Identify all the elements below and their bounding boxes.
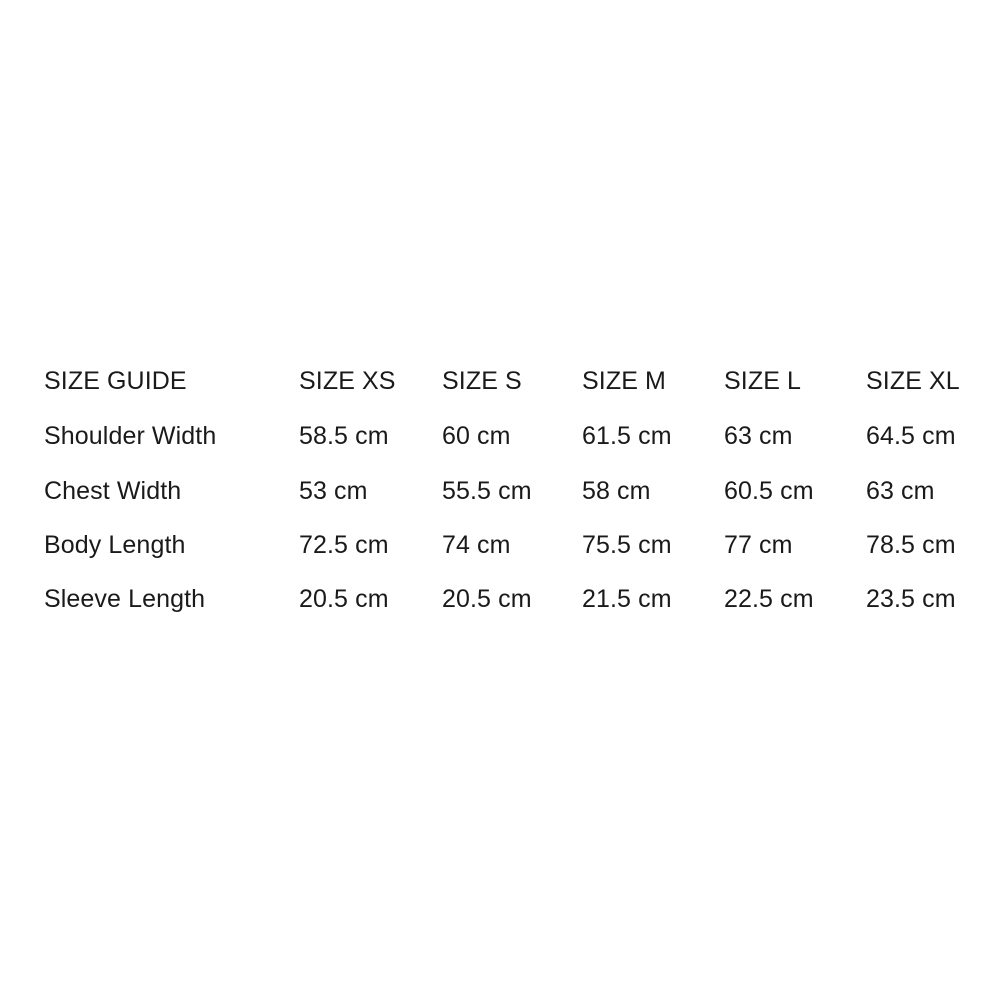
cell-sleeve-length-xs: 20.5 cm [299, 585, 389, 613]
table-row [44, 478, 974, 532]
size-guide-table-container [44, 368, 974, 612]
cell-shoulder-width-xl: 64.5 cm [866, 422, 956, 451]
table-row [44, 423, 974, 477]
column-header-size-l: SIZE L [724, 367, 802, 395]
cell-shoulder-width-xs: 58.5 cm [299, 422, 389, 451]
cell-body-length-xl: 78.5 cm [866, 530, 956, 559]
table-header [44, 368, 974, 423]
cell-chest-width-xl: 63 cm [866, 476, 935, 505]
table-row [44, 586, 974, 612]
row-label-body-length: Body Length [44, 530, 186, 559]
column-header-size-m: SIZE M [582, 367, 666, 395]
table-body [44, 423, 974, 612]
cell-shoulder-width-m: 61.5 cm [582, 422, 672, 451]
table-header-row [44, 368, 974, 423]
column-header-size-s: SIZE S [442, 367, 522, 395]
column-header-size-xs: SIZE XS [299, 367, 396, 395]
row-label-chest-width: Chest Width [44, 476, 182, 505]
cell-sleeve-length-s: 20.5 cm [442, 585, 532, 613]
size-guide-table [44, 368, 974, 612]
cell-body-length-s: 74 cm [442, 530, 511, 559]
cell-chest-width-m: 58 cm [582, 476, 651, 505]
cell-shoulder-width-l: 63 cm [724, 422, 793, 451]
row-label-shoulder-width: Shoulder Width [44, 422, 217, 451]
column-header-size-guide: SIZE GUIDE [44, 367, 187, 395]
cell-chest-width-s: 55.5 cm [442, 476, 532, 505]
row-label-sleeve-length: Sleeve Length [44, 585, 206, 613]
cell-chest-width-xs: 53 cm [299, 476, 368, 505]
cell-shoulder-width-s: 60 cm [442, 422, 511, 451]
cell-chest-width-l: 60.5 cm [724, 476, 814, 505]
cell-body-length-xs: 72.5 cm [299, 530, 389, 559]
cell-sleeve-length-l: 22.5 cm [724, 585, 814, 613]
table-row [44, 532, 974, 586]
cell-sleeve-length-m: 21.5 cm [582, 585, 672, 613]
cell-body-length-m: 75.5 cm [582, 530, 672, 559]
cell-sleeve-length-xl: 23.5 cm [866, 585, 956, 613]
cell-body-length-l: 77 cm [724, 530, 793, 559]
column-header-size-xl: SIZE XL [866, 367, 960, 395]
